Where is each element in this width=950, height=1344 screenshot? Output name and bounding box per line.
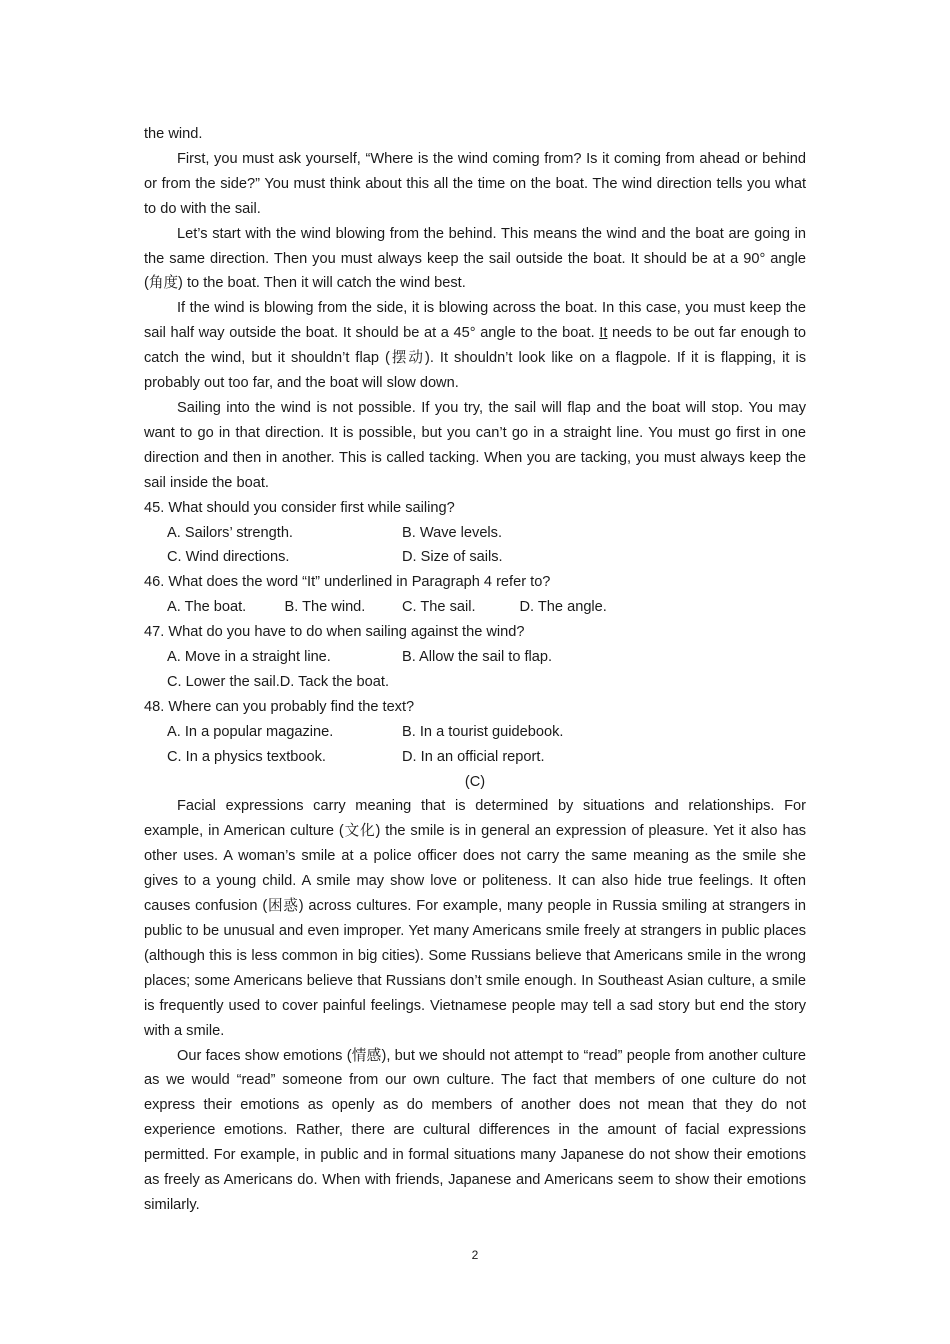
option-a: A. Sailors’ strength. — [167, 524, 293, 541]
option-c: C. The sail. — [402, 599, 476, 616]
options-row — [144, 521, 806, 546]
passage-c-paragraph-1: Facial expressions carry meaning that is determined by situations and relationships. For example, in American culture (文化) the smile is in general an expression of pleasure. Yet it also has other uses. A woman’s smile at a police officer does not carry the same meaning as the smile she gives to a young child. A smile may show love or politeness. It can also hide true feelings. It often causes confusion (困惑) across cultures. For example, many people in Russia smiling at strangers in public to be unusual and even improper. Yet many Americans smile freely at strangers in public places (although this is less common in big cities). Some Russians believe that Americans smile in the wrong places; some Americans believe that Russians don’t smile enough. In Southeast Asian culture, a smile is frequently used to cover painful feelings. Vietnamese people may tell a sad story but end the story with a smile. — [144, 798, 806, 1039]
option-a: A. In a popular magazine. — [167, 723, 334, 740]
paragraph-4-text-after: needs to be out far enough to catch the wind, but it shouldn’t flap (摆动). It shouldn’t look like on a flagpole. If it is flapping, it is probably out too far, and the boat will slow down. — [144, 325, 806, 392]
paragraph-4-text-before: If the wind is blowing from the side, it is blowing across the boat. In this case, you must keep the sail half way outside the boat. It should be at a 45° angle to the boat. — [144, 300, 806, 342]
options-row — [144, 670, 806, 695]
underlined-word-it: It — [599, 325, 608, 342]
page-number: 2 — [471, 1248, 479, 1262]
question-48 — [144, 695, 806, 770]
option-d: D. In an official report. — [402, 748, 545, 765]
question-stem: 48. Where can you probably find the text? — [144, 698, 415, 715]
passage-b-paragraph-2: First, you must ask yourself, “Where is the wind coming from? Is it coming from ahead or behind or from the side?” You must think about this all the time on the boat. The wind direction tells you what to do with the sail. — [144, 150, 806, 217]
passage-b-paragraph-3: Let’s start with the wind blowing from the behind. This means the wind and the boat are going in the same direction. Then you must always keep the sail outside the boat. It should be at a 90° angle (角度) to the boat. Then it will catch the wind best. — [144, 225, 806, 292]
option-b: B. The wind. — [284, 599, 366, 616]
option-b: B. In a tourist guidebook. — [402, 723, 564, 740]
continued-line: the wind. — [144, 126, 203, 142]
section-c-label: (C) — [464, 773, 486, 790]
passage-c-paragraph-2: Our faces show emotions (情感), but we should not attempt to “read” people from another culture as we would “read” someone from our own culture. The fact that members of one culture do not express their emotions as openly as do members of another does not mean that they do not experience emotions. Rather, there are cultural differences in the amount of facial expressions permitted. For example, in public and in formal situations many Japanese do not show their emotions as freely as Americans do. When with friends, Japanese and Americans seem to show their emotions similarly. — [144, 1047, 806, 1213]
option-d: D. Size of sails. — [402, 549, 503, 566]
question-stem: 47. What do you have to do when sailing against the wind? — [144, 624, 525, 641]
options-row — [144, 745, 806, 770]
passage-b-paragraph-4 — [144, 296, 806, 396]
option-b: B. Wave levels. — [402, 524, 503, 541]
option-a: A. The boat. — [167, 599, 247, 616]
question-47 — [144, 620, 806, 695]
options-row — [144, 545, 806, 570]
passage-b-paragraph-5: Sailing into the wind is not possible. If you try, the sail will flap and the boat will stop. You may want to go in that direction. It is possible, but you can’t go in a straight line. You must go first in one direction and then in another. This is called tacking. When you are tacking, you must always keep the sail inside the boat. — [144, 399, 806, 491]
option-b: B. Allow the sail to flap. — [402, 649, 553, 666]
option-d: D. The angle. — [519, 599, 607, 616]
option-c: C. Lower the sail. — [167, 673, 280, 690]
options-row — [144, 645, 806, 670]
question-45 — [144, 496, 806, 571]
option-c: C. Wind directions. — [167, 549, 290, 566]
options-row — [144, 595, 806, 620]
option-d: D. Tack the boat. — [279, 673, 389, 690]
option-c: C. In a physics textbook. — [167, 748, 326, 765]
question-stem: 46. What does the word “It” underlined in Paragraph 4 refer to? — [144, 574, 551, 591]
question-46 — [144, 570, 806, 620]
option-a: A. Move in a straight line. — [167, 649, 331, 666]
question-stem: 45. What should you consider first while sailing? — [144, 499, 455, 516]
options-row — [144, 720, 806, 745]
page-content — [144, 122, 806, 1218]
